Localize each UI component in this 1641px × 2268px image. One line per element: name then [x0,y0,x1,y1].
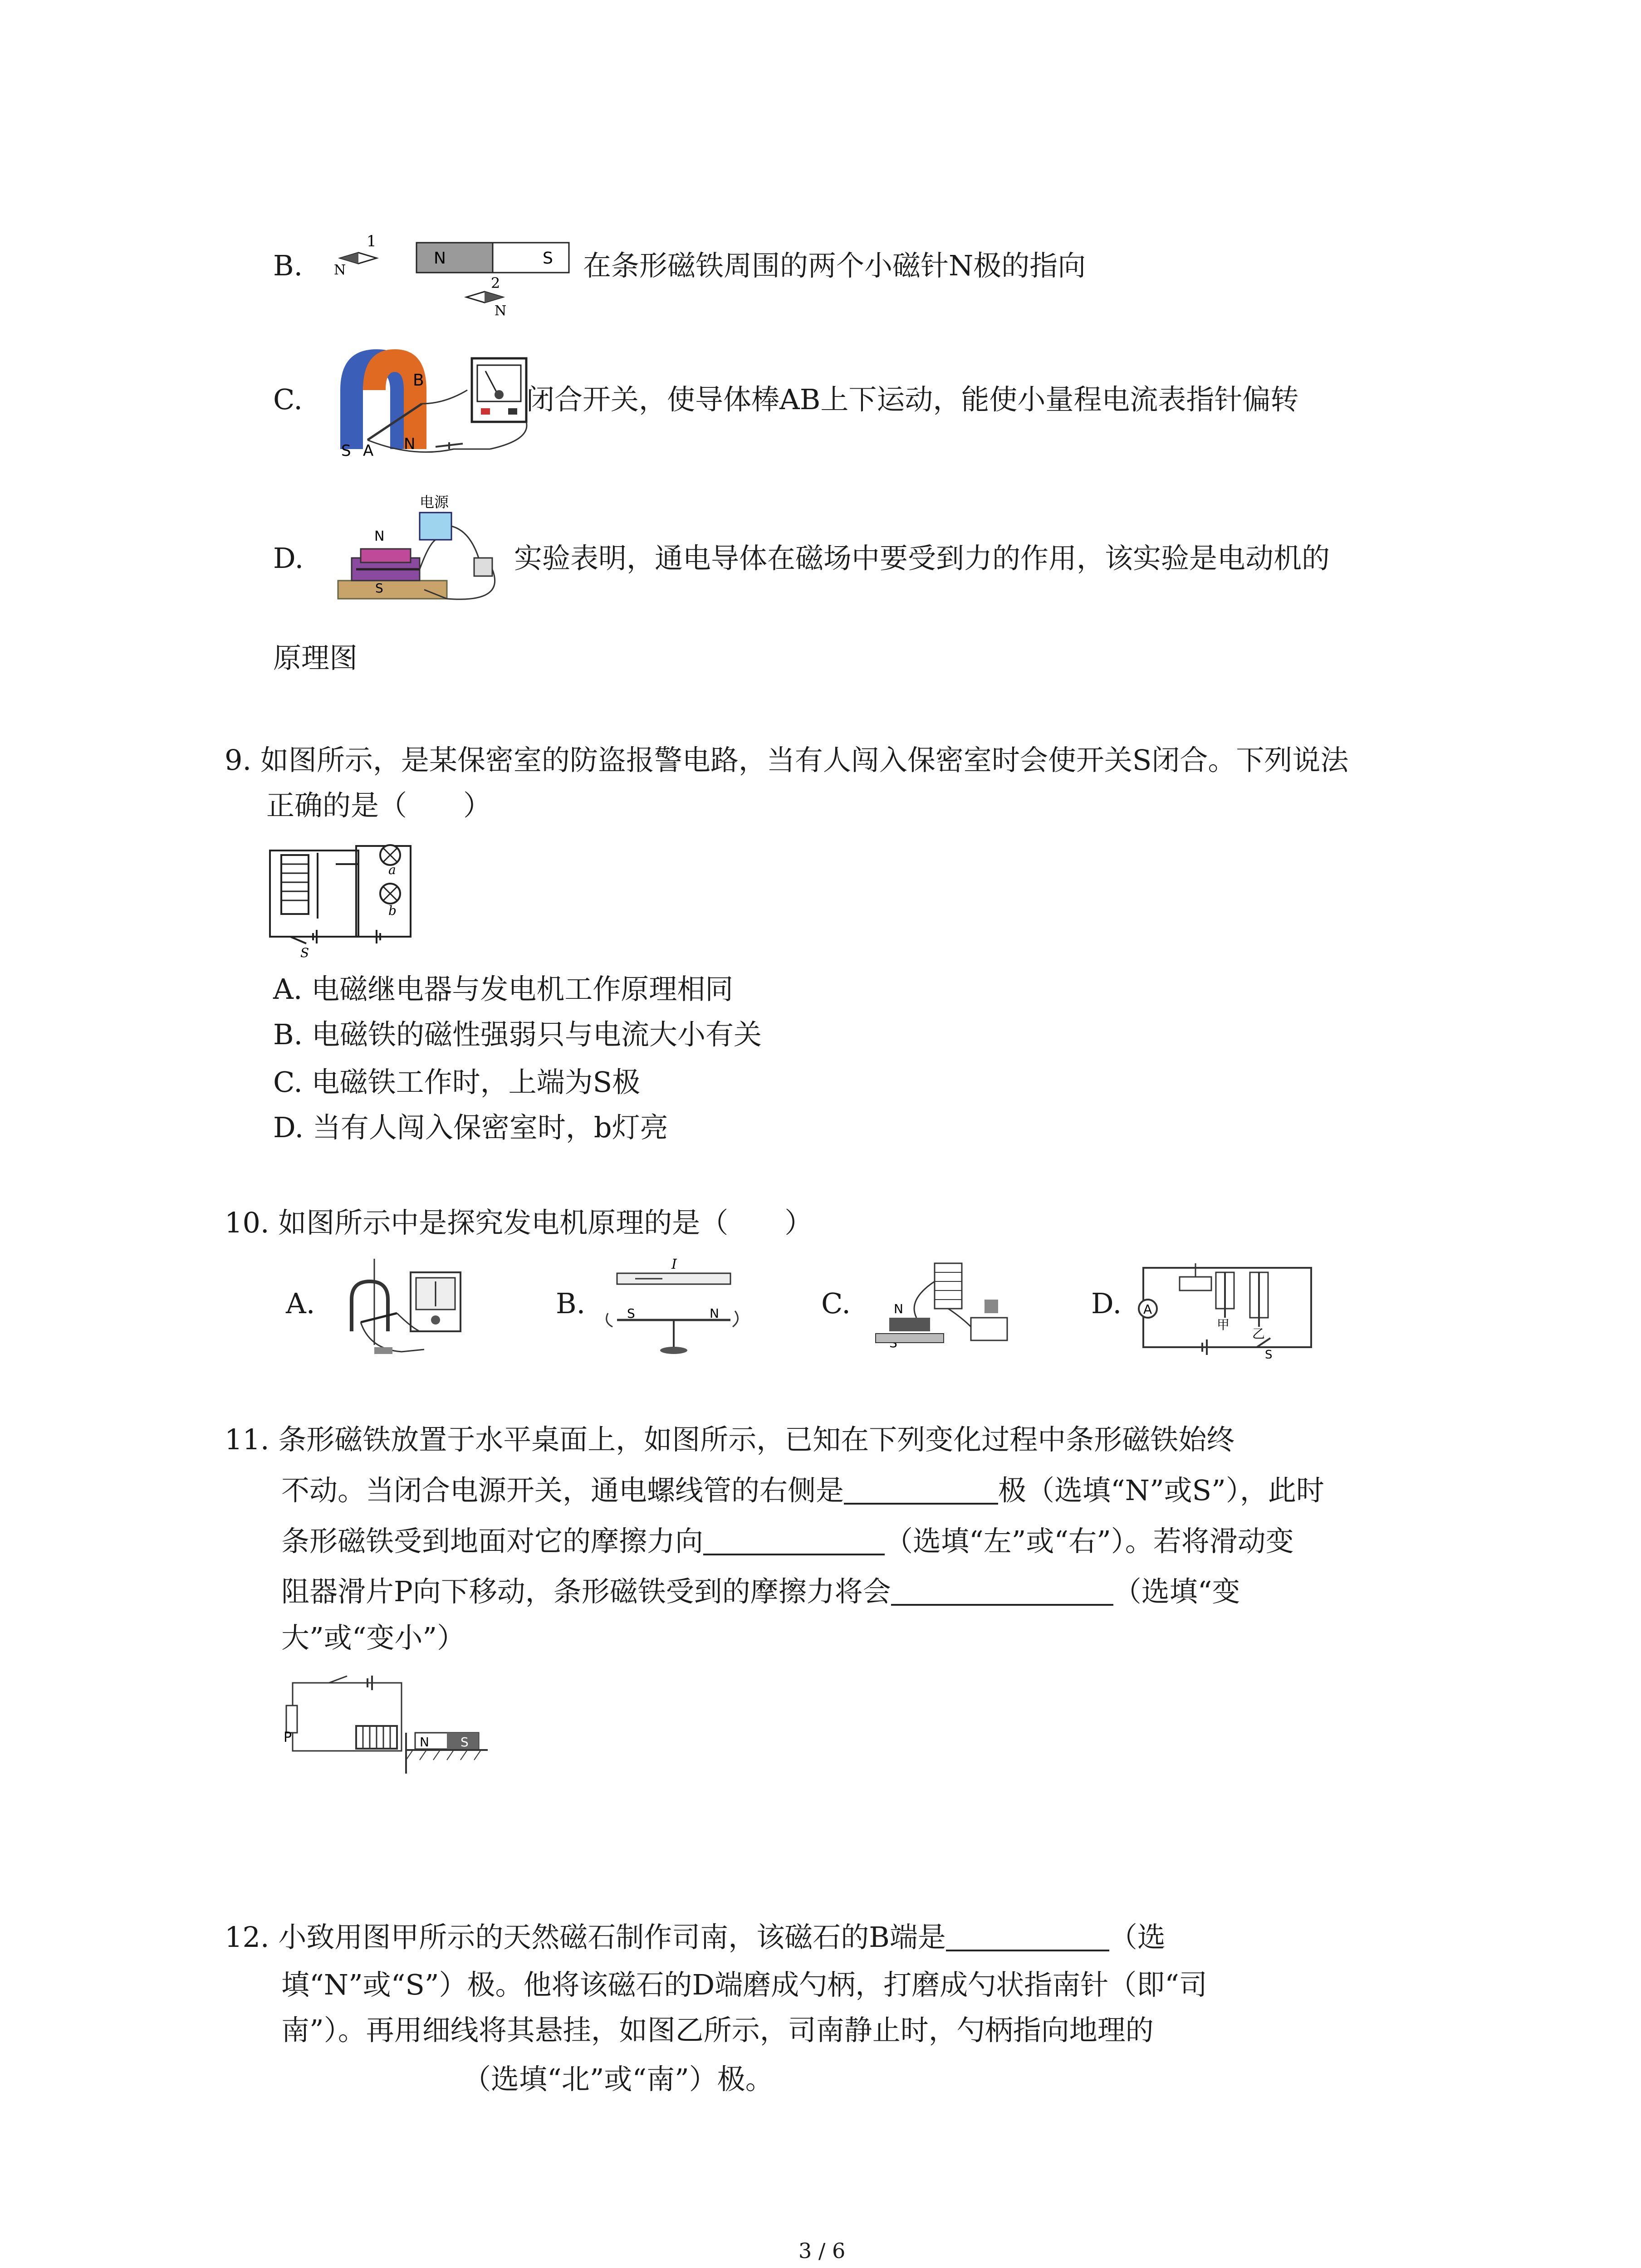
q11-solenoid-figure [284,1669,497,1774]
q9-alarm-circuit-figure [268,837,417,959]
wooden-base [338,581,447,599]
straight-wire [617,1273,730,1284]
switch-s-icon [290,937,306,943]
svg-text:S: S [1265,1348,1273,1359]
q10-option-a-figure [333,1254,470,1359]
q12-stem-line4: （选填“北”或“南”）极。 [281,2065,774,2093]
svg-text:乙: 乙 [1252,1326,1265,1341]
switch-icon [374,1347,392,1354]
q9-option-b: B. 电磁铁的磁性强弱只与电流大小有关 [273,1018,762,1051]
svg-text:a: a [388,862,396,877]
q11-answer-blank-2[interactable] [703,1527,885,1555]
svg-text:甲: 甲 [1217,1317,1230,1332]
q8-option-d-letter: D. [273,542,304,575]
q12-stem-line1: 12. 小致用图甲所示的天然磁石制作司南，该磁石的B端是 （选 [225,1921,1166,1954]
svg-text:S: S [543,249,553,268]
meter-icon [971,1318,1007,1340]
svg-text:电源: 电源 [420,494,449,511]
svg-text:S: S [460,1735,469,1750]
svg-text:N: N [374,528,385,544]
q8-option-b-letter: B. [273,249,303,282]
q9-option-c: C. 电磁铁工作时，上端为S极 [273,1066,641,1099]
q11-stem-line4: 阻器滑片P向下移动，条形磁铁受到的摩擦力将会 （选填“变 [281,1575,1240,1608]
svg-text:S: S [627,1306,635,1321]
q10-option-c-figure [871,1254,1021,1359]
q9-option-a: A. 电磁继电器与发电机工作原理相同 [273,973,734,1006]
svg-text:I: I [671,1256,677,1272]
power-supply-icon [420,513,451,540]
rheostat-icon [286,1706,297,1733]
svg-text:B: B [413,371,424,390]
switch-icon [474,558,492,576]
bar-magnet-n-half [416,243,493,273]
q10-option-a-letter: A. [286,1287,315,1320]
q8-option-b-text: 在条形磁铁周围的两个小磁针N极的指向 [583,249,1086,282]
needle-1-number: 1 [367,232,377,250]
coil [935,1263,962,1309]
q9-option-d: D. 当有人闯入保密室时，b灯亮 [273,1111,668,1144]
q10-stem: 10. 如图所示中是探究发电机原理的是（ ） [225,1206,813,1239]
q10-option-c-letter: C. [821,1287,851,1320]
q10-option-b-letter: B. [556,1287,586,1320]
svg-text:N: N [710,1306,719,1321]
q8-option-d-text: 实验表明，通电导体在磁场中要受到力的作用，该实验是电动机的 [514,542,1330,575]
bar-magnet-s-half [493,243,569,273]
q9-stem-line1: 9. 如图所示，是某保密室的防盗报警电路，当有人闯入保密室时会使开关S闭合。下列说法 [225,743,1349,777]
rheostat-icon [1180,1277,1211,1290]
q10-option-d-figure [1134,1254,1320,1359]
svg-text:S: S [375,581,383,596]
svg-text:A: A [363,442,374,460]
svg-text:N: N [404,435,416,453]
needle-1-n-label: N [334,262,346,278]
switch-icon [329,1676,347,1683]
q12-stem-line2: 填“N”或“S”）极。他将该磁石的D端磨成勺柄，打磨成勺状指南针（即“司 [281,1968,1207,2001]
svg-text:A: A [1143,1302,1152,1317]
q12-answer-blank-1[interactable] [946,1923,1109,1951]
svg-text:P: P [284,1730,292,1745]
svg-text:N: N [420,1735,429,1750]
svg-text:N: N [434,249,446,268]
q9-stem-line2: 正确的是（ ） [266,789,492,822]
q11-stem-line1: 11. 条形磁铁放置于水平桌面上，如图所示，已知在下列变化过程中条形磁铁始终 [225,1423,1235,1456]
svg-text:2: 2 [491,274,500,292]
q12-answer-blank-2[interactable] [281,2065,463,2093]
q11-answer-blank-3[interactable] [891,1578,1113,1606]
q10-option-b-figure [599,1254,744,1359]
q12-stem-line3: 南”）。再用细线将其悬挂，如图乙所示，司南静止时，勺柄指向地理的 [281,2014,1154,2047]
q11-stem-line3: 条形磁铁受到地面对它的摩擦力向 （选填“左”或“右”）。若将滑动变 [281,1525,1294,1558]
q10-option-d-letter: D. [1091,1287,1122,1320]
q8-option-b-figure [331,229,585,320]
q11-stem-line5: 大”或“变小”） [281,1621,465,1654]
q11-answer-blank-1[interactable] [844,1476,998,1505]
switch-icon [436,442,463,449]
svg-text:S: S [300,945,309,959]
svg-text:b: b [388,903,397,918]
conductor-rod [361,1313,397,1322]
q8-option-c-letter: C. [273,383,303,416]
horseshoe-magnet [352,1281,388,1331]
svg-text:N: N [894,1301,903,1316]
magnet [889,1318,930,1331]
svg-text:S: S [341,442,351,460]
q11-stem-line2: 不动。当闭合电源开关，通电螺线管的右侧是 极（选填“N”或S”），此时 [281,1474,1324,1507]
q8-option-c-figure [331,340,531,463]
page-number: 3 / 6 [798,2239,846,2263]
q8-option-d-figure [333,490,515,608]
q8-option-d-text-continued: 原理图 [273,641,358,675]
svg-text:N: N [495,303,507,319]
q8-option-c-text: 闭合开关，使导体棒AB上下运动，能使小量程电流表指针偏转 [526,383,1299,416]
